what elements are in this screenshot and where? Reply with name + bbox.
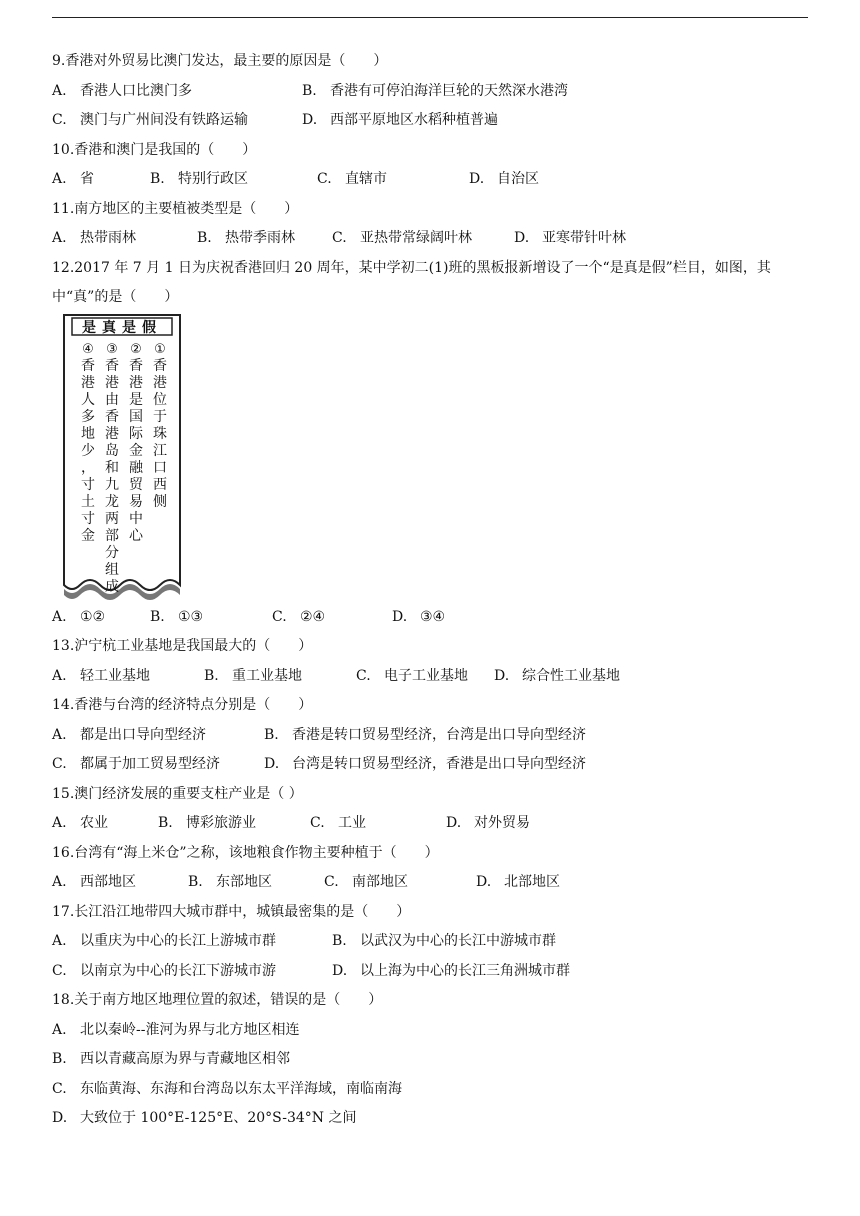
question-stem: 17.长江沿江地带四大城市群中，城镇最密集的是（ ） (52, 903, 411, 920)
column-char: 位 (153, 391, 167, 408)
column-char: 港 (129, 374, 143, 391)
column-char: 由 (105, 391, 119, 408)
option-row (52, 957, 812, 987)
question-stem: 16.台湾有“海上米仓”之称，该地粮食作物主要种植于（ ） (52, 844, 439, 861)
option-row (52, 927, 812, 957)
option-a[interactable]: A. 农业 (52, 815, 108, 831)
column-char: 港 (153, 374, 167, 391)
option-row (52, 106, 812, 136)
column-char: 地 (81, 425, 95, 442)
column-char: 龙 (105, 493, 119, 510)
column-char: 国 (129, 408, 143, 425)
column-char: 土 (81, 493, 95, 510)
option-row (52, 165, 812, 195)
question-stem: 13.沪宁杭工业基地是我国最大的（ ） (52, 638, 313, 654)
option-b[interactable]: B. 特别行政区 (150, 171, 248, 187)
column-char: 九 (105, 476, 119, 493)
column-char: 金 (129, 442, 143, 459)
column-char: 港 (105, 425, 119, 442)
option-b[interactable]: B. 重工业基地 (204, 667, 302, 684)
option-d[interactable]: D. 台湾是转口贸易型经济，香港是出口导向型经济 (264, 756, 586, 772)
question-stem: 11.南方地区的主要植被类型是（ ） (52, 200, 299, 217)
option-a[interactable]: A. 香港人口比澳门多 (52, 82, 192, 99)
column-char: 分 (105, 544, 119, 561)
option-b[interactable]: B. 热带季雨林 (197, 230, 295, 246)
question-stem: 14.香港与台湾的经济特点分别是（ ） (52, 697, 313, 713)
option-a[interactable]: A. 轻工业基地 (52, 667, 150, 684)
option-c[interactable]: C. 工业 (310, 815, 366, 831)
option-d[interactable]: D. 对外贸易 (446, 815, 530, 831)
column-char: 两 (105, 510, 119, 527)
column-char: 于 (153, 408, 167, 425)
option-a[interactable]: A. 西部地区 (52, 874, 136, 890)
column-number: ③ (106, 341, 118, 357)
option-a[interactable]: A. 都是出口导向型经济 (52, 726, 206, 743)
wavy-edge (64, 584, 180, 600)
column-char: 口 (153, 459, 167, 476)
option-row (52, 750, 812, 780)
option-b[interactable]: B. 香港有可停泊海洋巨轮的天然深水港湾 (302, 82, 568, 99)
column-char: ， (81, 459, 95, 476)
option-row (52, 662, 812, 692)
option-a[interactable]: A. ①② (52, 608, 106, 625)
option-b[interactable]: B. ①③ (150, 608, 204, 625)
option-row (52, 224, 812, 254)
column-char: 香 (105, 357, 119, 374)
question-page (52, 47, 812, 1134)
column-char: 组 (105, 561, 119, 578)
column-char: 港 (81, 374, 95, 391)
question-stem: 9.香港对外贸易比澳门发达，最主要的原因是（ ） (52, 53, 388, 69)
option-row (52, 721, 812, 751)
option-a[interactable]: A. 北以秦岭--淮河为界与北方地区相连 (52, 1021, 300, 1038)
board-title: 是真是假 (82, 319, 162, 336)
option-d[interactable]: D. 亚寒带针叶林 (514, 230, 626, 246)
column-char: 香 (81, 357, 95, 374)
option-row (52, 603, 812, 633)
option-c[interactable]: C. 澳门与广州间没有铁路运输 (52, 112, 248, 128)
option-d[interactable]: D. 以上海为中心的长江三角洲城市群 (332, 962, 570, 979)
option-a[interactable]: A. 以重庆为中心的长江上游城市群 (52, 933, 276, 949)
column-char: 易 (129, 493, 143, 510)
option-a[interactable]: A. 热带雨林 (52, 230, 136, 246)
column-char: 港 (105, 374, 119, 391)
column-char: 成 (105, 578, 119, 595)
question-stem: 15.澳门经济发展的重要支柱产业是（ ） (52, 785, 303, 802)
column-number: ① (154, 341, 166, 357)
header-rule (52, 17, 808, 18)
column-char: 部 (105, 527, 119, 544)
column-char: 中 (129, 510, 143, 527)
column-char: 侧 (153, 493, 167, 510)
blackboard-column-image (60, 313, 184, 603)
option-b[interactable]: B. 以武汉为中心的长江中游城市群 (332, 933, 556, 949)
option-c[interactable]: C. 电子工业基地 (356, 667, 468, 684)
option-d[interactable]: D. 自治区 (469, 171, 539, 187)
option-c[interactable]: C. 都属于加工贸易型经济 (52, 756, 220, 772)
column-char: 香 (129, 357, 143, 374)
column-char: 寸 (81, 476, 95, 493)
option-d[interactable]: D. 综合性工业基地 (494, 667, 620, 684)
question-stem: 18.关于南方地区地理位置的叙述，错误的是（ ） (52, 992, 383, 1008)
column-char: 香 (105, 408, 119, 425)
column-char: 寸 (81, 510, 95, 527)
column-number: ② (130, 341, 142, 357)
blackboard-figure (52, 313, 812, 603)
question-stem: 10.香港和澳门是我国的（ ） (52, 141, 257, 158)
column-char: 江 (153, 442, 167, 459)
option-row (52, 868, 812, 898)
column-char: 贸 (129, 476, 143, 493)
column-char: 是 (129, 391, 143, 408)
column-char: 少 (81, 442, 95, 459)
option-c[interactable]: C. 南部地区 (324, 874, 408, 890)
column-char: 岛 (105, 442, 119, 459)
column-char: 际 (129, 425, 143, 442)
column-number: ④ (82, 341, 94, 357)
option-c[interactable]: C. 东临黄海、东海和台湾岛以东太平洋海域，南临南海 (52, 1080, 402, 1097)
column-char: 金 (81, 527, 95, 544)
option-row (52, 77, 812, 107)
column-char: 人 (81, 391, 95, 408)
column-char: 和 (105, 459, 119, 476)
column-char: 珠 (153, 425, 167, 442)
option-a[interactable]: A. 省 (52, 171, 94, 187)
option-d[interactable]: D. ③④ (392, 608, 446, 625)
option-b[interactable]: B. 东部地区 (188, 874, 272, 890)
column-char: 西 (153, 476, 167, 493)
option-b[interactable]: B. 博彩旅游业 (158, 815, 256, 831)
column-char: 香 (153, 357, 167, 374)
column-char: 融 (129, 459, 143, 476)
option-b[interactable]: B. 西以青藏高原为界与青藏地区相邻 (52, 1051, 290, 1067)
option-c[interactable]: C. 以南京为中心的长江下游城市游 (52, 962, 276, 979)
column-char: 多 (81, 408, 95, 425)
question-stem: 12.2017 年 7 月 1 日为庆祝香港回归 20 周年，某中学初二(1)班的黑板报新增设了一个“是真是假”栏目，如图，其中“真”的是（ ） (52, 259, 771, 305)
option-c[interactable]: C. ②④ (272, 608, 326, 625)
option-d[interactable]: D. 北部地区 (476, 874, 560, 890)
column-char: 心 (129, 527, 143, 544)
option-b[interactable]: B. 香港是转口贸易型经济，台湾是出口导向型经济 (264, 726, 586, 743)
option-c[interactable]: C. 直辖市 (317, 171, 387, 187)
option-d[interactable]: D. 西部平原地区水稻种植普遍 (302, 112, 498, 128)
option-c[interactable]: C. 亚热带常绿阔叶林 (332, 230, 472, 246)
option-d[interactable]: D. 大致位于 100°E-125°E、20°S-34°N 之间 (52, 1110, 357, 1126)
option-row (52, 809, 812, 839)
